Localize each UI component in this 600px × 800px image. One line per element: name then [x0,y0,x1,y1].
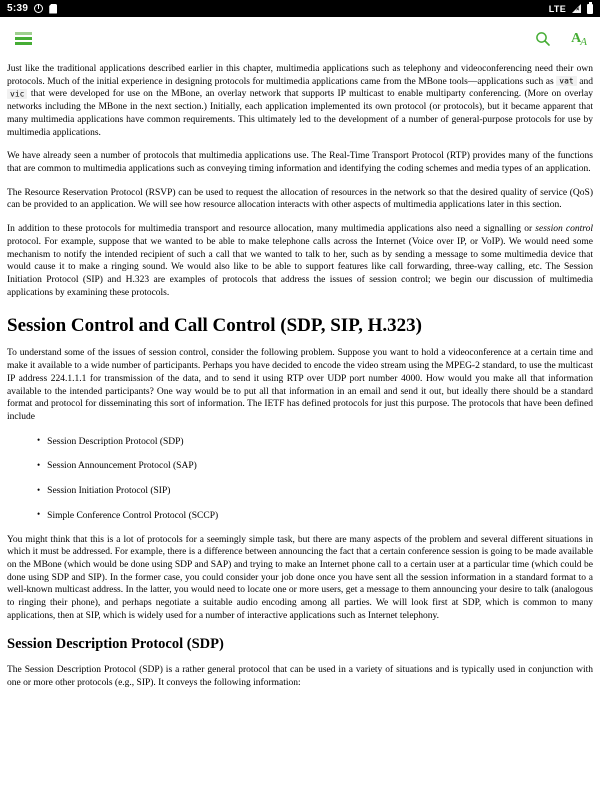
section-heading: Session Description Protocol (SDP) [7,635,224,652]
list-item: • Session Initiation Protocol (SIP) [37,484,593,498]
text-run: We have already seen a number of protocols that multimedia applications use. The Real-Time Transport Protocol (RTP) provides many of the functions that are common to multimedia applications such as conveying timing information and identifying the coding schemes and media types of an application. [7,151,593,175]
toolbar-actions [535,31,587,47]
status-bar-left [7,3,57,14]
section-heading: Session Control and Call Control (SDP, SIP, H.323) [7,314,422,336]
text-run: In addition to these protocols for multimedia transport and resource allocation, many multimedia applications also need a signalling or [7,224,536,235]
text-run: You might think that this is a lot of protocols for a seemingly simple task, but there are many aspects of the problem and several different situations in which it must be addressed. For example, there is a difference between announcing the fact that a certain conference session is going to be made available on the MBone (which would be done using SDP and SAP) and trying to make an Internet phone call to a certain user at a particular time (which could be done using SDP and SIP). In the former case, you could consider your job done once you have sent all the session information in a standard format to a well-known multicast address. In the latter, you would need to locate one or more users, get a message to them announcing your desire to talk (analogous to ringing their phone), and perhaps negotiate a suitable audio encoding among all parties. We will look first at SDP, which is common to many applications, then at SIP, which is widely used for a number of interactive applications such as Internet telephony. [7,534,593,621]
text-run: protocol. For example, suppose that we wanted to be able to make telephone calls across the Internet (Voice over IP, or VoIP). We would need some mechanism to notify the intended recipient of such a call that we wanted to talk to her, such as by sending a message to some multimedia device that would cause it to make a ringing sound. We would also like to be able to support features like call forwarding, three-way calling, etc. The Session Initiation Protocol (SIP) and H.323 are examples of protocols that address the issues of session control; we begin our discussion of multimedia applications by examining these protocols. [7,236,593,298]
book-page-content [0,60,600,800]
text-run: The Session Description Protocol (SDP) is a rather general protocol that can be used in a variety of situations and is typically used in conjunction with one or more other protocols (e.g., SIP). It conveys the following information: [7,664,593,688]
status-bar-right [549,4,593,14]
app-toolbar [0,17,600,60]
paragraph [7,223,593,299]
text-run: The Resource Reservation Protocol (RSVP) can be used to request the allocation of resources in the network so that the desired quality of service (QoS) can be provided to an application. We will see how resource allocation interacts with other aspects of multimedia applications later in this section. [7,187,593,211]
signal-strength-icon [572,4,581,13]
text-run: and [576,76,593,87]
menu-icon[interactable] [13,28,34,49]
status-bar [0,0,600,17]
search-icon[interactable] [535,31,551,47]
list-item: • Session Description Protocol (SDP) [37,435,593,449]
list-item: • Simple Conference Control Protocol (SCCP) [37,509,593,523]
font-settings-icon[interactable]: A A [571,30,587,48]
paragraph [7,63,593,139]
text-run: that were developed for use on the MBone, an overlay network that supports IP multicast to enable multiparty conferencing. (More on overlay networks including the MBone in the next section.) Initially, each application implemented its own protocol (or protocols), but it became apparent that many multimedia applications have common requirements. This ultimately led to the development of a number of general-purpose protocols for use by multimedia applications. [7,89,593,138]
paragraph [7,347,593,423]
battery-icon [587,4,593,14]
clock-notification-icon [34,4,43,13]
protocol-list [7,435,593,523]
network-type-label: LTE [548,3,566,14]
text-run: To understand some of the issues of session control, consider the following problem. Suppose you want to hold a videoconference at a certain time and make it available to a wide number of participants. Perhaps you have decided to encode the video stream using the MPEG-2 standard, to use the multicast IP address 224.1.1.1 for transmission of the data, and to send it using RTP over UDP port number 4000. How would you make all that information available to the intended participants? One way would be to put all that information in an email and send it out, but ideally there should be a standard format and protocol for disseminating this sort of information. The IETF has defined protocols for just this purpose. The protocols that have been defined include [7,348,593,422]
status-time: 5:39 [7,3,29,14]
list-item: • Session Announcement Protocol (SAP) [37,459,593,473]
paragraph [7,150,593,175]
italic-text: session control [535,224,593,235]
paragraph [7,534,593,623]
sim-card-notification-icon [49,4,57,14]
paragraph [7,664,593,689]
text-run: Just like the traditional applications described earlier in this chapter, multimedia applications such as telephony and videoconferencing need their own protocols. Much of the initial experience in designing protocols for multimedia applications came from the MBone tools—applications such as [7,64,593,87]
inline-code: vic [7,89,27,99]
paragraph [7,187,593,212]
inline-code: vat [556,76,576,86]
